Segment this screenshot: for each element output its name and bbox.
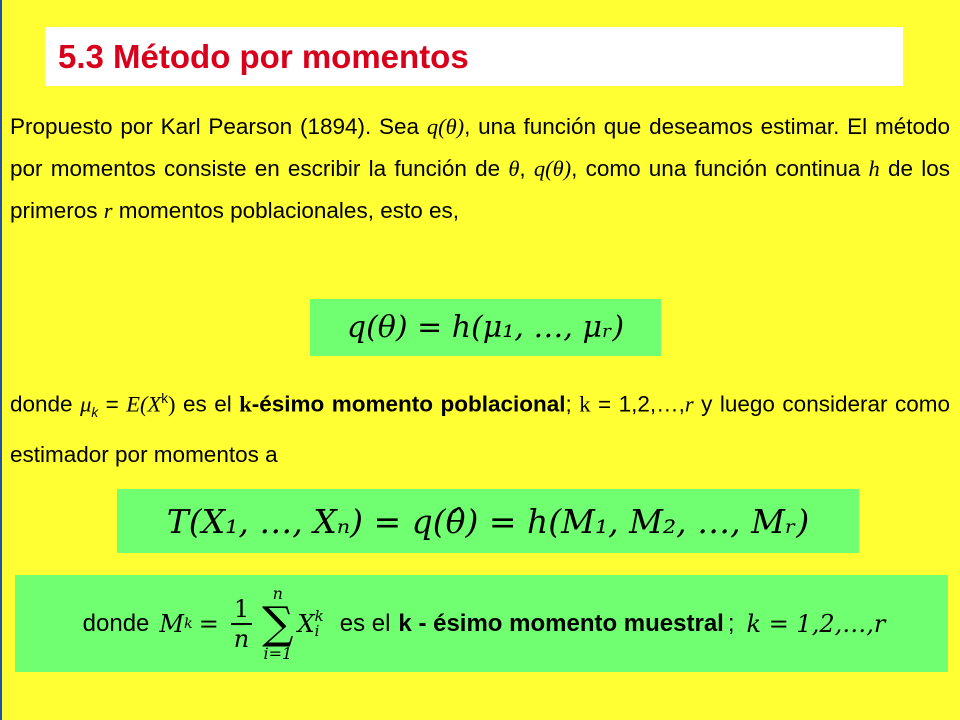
title-box bbox=[45, 27, 903, 86]
p2-r: r bbox=[684, 391, 694, 417]
equation-moments-function bbox=[310, 299, 661, 356]
sample-moment-row bbox=[78, 575, 886, 672]
p1-text-b: , una función que deseamos estimar. El método por momentos consiste en escribir la función de bbox=[10, 114, 950, 181]
p2-text-b: es el bbox=[175, 391, 240, 417]
eq3-sigma: ∑ bbox=[262, 597, 294, 649]
eq3-fraction bbox=[231, 595, 252, 653]
p2-expectation: E bbox=[126, 391, 140, 417]
eq3-scripts bbox=[314, 606, 324, 640]
p2-text-e: y luego considerar como estimador por momentos a bbox=[10, 391, 950, 467]
p2-bold-term: -ésimo momento poblacional bbox=[251, 391, 566, 417]
p1-r: r bbox=[103, 198, 113, 223]
p2-x-power: k bbox=[161, 391, 168, 406]
eq3-semicolon: ; bbox=[727, 609, 735, 637]
p2-mu: μ bbox=[80, 391, 92, 417]
p2-mu-subscript: k bbox=[91, 405, 99, 420]
p1-text-a: Propuesto por Karl Pearson (1894). Sea bbox=[10, 114, 427, 139]
eq3-sum-lower: i=1 bbox=[263, 643, 293, 663]
p2-text-d: = 1,2,…, bbox=[590, 391, 685, 417]
equation-estimator bbox=[117, 489, 859, 553]
p1-text-c: , bbox=[519, 156, 534, 181]
eq3-donde: donde bbox=[82, 609, 150, 637]
p2-text-c: ; bbox=[565, 391, 580, 417]
equation-sample-moment bbox=[15, 575, 948, 672]
eq3-equals: = bbox=[198, 609, 219, 638]
equation-1-text: q(θ) = h(μ₁, …, μᵣ) bbox=[346, 310, 625, 345]
left-border bbox=[0, 0, 2, 720]
p2-text-a: donde bbox=[10, 391, 81, 417]
eq3-summation bbox=[262, 583, 294, 663]
eq3-bold-term: k - ésimo momento muestral bbox=[398, 609, 724, 637]
eq3-M: M bbox=[159, 609, 184, 638]
p1-theta: θ bbox=[508, 156, 520, 181]
eq3-numerator: 1 bbox=[231, 595, 252, 625]
equation-2-text: T(X₁, …, Xₙ) = q(θ̂) = h(M₁, M₂, …, Mᵣ) bbox=[166, 501, 810, 541]
eq3-X-index: i bbox=[314, 621, 320, 640]
definition-paragraph bbox=[10, 378, 950, 476]
p1-q-theta: q(θ) bbox=[426, 114, 465, 139]
eq3-X: X bbox=[297, 609, 315, 638]
eq3-X-power: k bbox=[314, 606, 324, 625]
p2-close-paren: ) bbox=[167, 391, 176, 417]
eq3-M-subscript: k bbox=[183, 615, 193, 632]
p2-x: (X bbox=[139, 391, 162, 417]
p2-equals: = bbox=[98, 391, 127, 417]
eq3-k-range: k = 1,2,…,r bbox=[746, 609, 886, 638]
p1-text-e: de los primeros bbox=[10, 156, 950, 223]
eq3-denominator: n bbox=[233, 624, 250, 653]
p1-text-f: momentos poblacionales, esto es, bbox=[112, 198, 459, 223]
p1-text-d: , como una función continua bbox=[571, 156, 869, 181]
p2-k-bold: k bbox=[239, 391, 252, 417]
intro-paragraph bbox=[10, 106, 950, 232]
eq3-sum-upper: n bbox=[272, 583, 283, 603]
p1-h: h bbox=[868, 156, 880, 181]
slide-title: 5.3 Método por momentos bbox=[58, 38, 469, 75]
p2-k: k bbox=[579, 391, 591, 417]
eq3-es-el: es el bbox=[339, 609, 391, 637]
p1-q-theta-2: q(θ) bbox=[533, 156, 572, 181]
